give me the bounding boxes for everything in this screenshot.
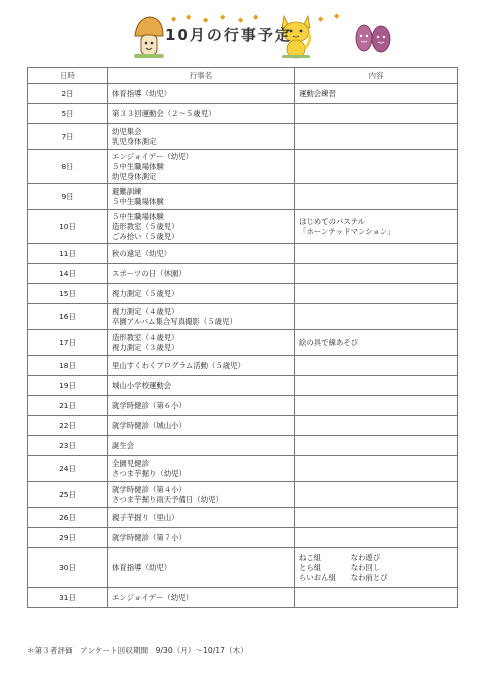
event-cell bbox=[108, 588, 295, 608]
table-row bbox=[28, 330, 458, 356]
table-row bbox=[28, 588, 458, 608]
detail-cell bbox=[295, 184, 458, 210]
event-cell bbox=[108, 376, 295, 396]
detail-column-header: 内容 bbox=[295, 68, 458, 84]
detail-line: はじめてのパステル bbox=[299, 216, 365, 226]
table-row bbox=[28, 184, 458, 210]
table-row bbox=[28, 528, 458, 548]
event-line: スポーツの日（休園） bbox=[112, 268, 186, 278]
detail-cell bbox=[295, 330, 458, 356]
detail-cell bbox=[295, 84, 458, 104]
event-column-header: 行事名 bbox=[108, 68, 295, 84]
detail-line: らいおん組 なわ前とび bbox=[299, 572, 388, 582]
detail-cell bbox=[295, 264, 458, 284]
event-line: ５中生職場体験 bbox=[112, 161, 164, 171]
table-row bbox=[28, 84, 458, 104]
leaf-icon: ◆ bbox=[318, 15, 324, 23]
page-title: 10月の行事予定 bbox=[165, 26, 292, 44]
event-line: 全園児健診 bbox=[112, 458, 149, 468]
event-cell bbox=[108, 184, 295, 210]
event-line: ５中生職場体験 bbox=[112, 211, 164, 221]
event-cell bbox=[108, 356, 295, 376]
event-line: 誕生会 bbox=[112, 440, 135, 450]
event-cell bbox=[108, 264, 295, 284]
event-line: 就学時健診（第７小） bbox=[112, 532, 186, 542]
detail-cell bbox=[295, 104, 458, 124]
leaf-icon: ◆ bbox=[238, 16, 244, 24]
table-row bbox=[28, 244, 458, 264]
detail-cell bbox=[295, 284, 458, 304]
leaf-icon: ◆ bbox=[203, 16, 209, 24]
date-cell: 7日 bbox=[28, 124, 108, 150]
event-cell bbox=[108, 84, 295, 104]
event-cell bbox=[108, 436, 295, 456]
event-cell bbox=[108, 330, 295, 356]
event-line: 親子芋掘り（里山） bbox=[112, 512, 179, 522]
detail-cell bbox=[295, 396, 458, 416]
event-line: 第３３回運動会（２～５歳児） bbox=[112, 108, 216, 118]
event-cell bbox=[108, 482, 295, 508]
date-cell: 26日 bbox=[28, 508, 108, 528]
event-line: 城山小学校運動会 bbox=[112, 380, 172, 390]
event-line: さつま芋掘り（幼児） bbox=[112, 468, 186, 478]
event-line: 幼児集会 bbox=[112, 126, 142, 136]
event-line: ごみ拾い（５歳児） bbox=[112, 231, 179, 241]
table-row bbox=[28, 416, 458, 436]
event-cell bbox=[108, 548, 295, 588]
event-cell bbox=[108, 124, 295, 150]
event-line: 体育指導（幼児） bbox=[112, 562, 172, 572]
date-cell: 11日 bbox=[28, 244, 108, 264]
table-row bbox=[28, 396, 458, 416]
event-cell bbox=[108, 508, 295, 528]
date-cell: 19日 bbox=[28, 376, 108, 396]
leaf-icon: ◆ bbox=[186, 13, 192, 21]
event-cell bbox=[108, 396, 295, 416]
leaf-icon: ◆ bbox=[171, 15, 177, 23]
detail-line: 「ホーンテッドマンション」 bbox=[299, 226, 395, 236]
event-line: 造形教室（４歳児） bbox=[112, 332, 179, 342]
date-cell: 10日 bbox=[28, 210, 108, 244]
detail-line: 絵の具で線あそび bbox=[299, 337, 359, 347]
table-row bbox=[28, 482, 458, 508]
event-cell bbox=[108, 244, 295, 264]
date-cell: 31日 bbox=[28, 588, 108, 608]
table-row bbox=[28, 264, 458, 284]
footnote: ＊第３者評価 アンケート回収期間 9/30（月）～10/17（木） bbox=[27, 646, 248, 655]
date-column-header: 日時 bbox=[28, 68, 108, 84]
event-line: 乳児身体測定 bbox=[112, 136, 157, 146]
table-row bbox=[28, 124, 458, 150]
detail-cell bbox=[295, 588, 458, 608]
date-cell: 30日 bbox=[28, 548, 108, 588]
event-line: 里山すくわくプログラム活動（５歳児） bbox=[112, 360, 245, 370]
page-header bbox=[0, 0, 480, 66]
detail-cell bbox=[295, 244, 458, 264]
event-line: 卒園アルバム集合写真撮影（５歳児） bbox=[112, 316, 237, 326]
event-cell bbox=[108, 104, 295, 124]
detail-line: 運動会練習 bbox=[299, 88, 336, 98]
event-line: 視力測定（５歳児） bbox=[112, 288, 179, 298]
date-cell: 2日 bbox=[28, 84, 108, 104]
event-line: 就学時健診（第６小） bbox=[112, 400, 186, 410]
date-cell: 5日 bbox=[28, 104, 108, 124]
table-header-row bbox=[28, 68, 458, 84]
detail-cell bbox=[295, 548, 458, 588]
table-row bbox=[28, 508, 458, 528]
leaf-icon: ◆ bbox=[220, 13, 226, 21]
detail-line: ねこ組 なわ遊び bbox=[299, 552, 381, 562]
leaf-icon: ◆ bbox=[253, 13, 259, 21]
event-line: 視力測定（３歳児） bbox=[112, 342, 179, 352]
table-row bbox=[28, 284, 458, 304]
date-cell: 24日 bbox=[28, 456, 108, 482]
date-cell: 18日 bbox=[28, 356, 108, 376]
detail-cell bbox=[295, 528, 458, 548]
event-cell bbox=[108, 150, 295, 184]
detail-cell bbox=[295, 508, 458, 528]
table-row bbox=[28, 356, 458, 376]
table-row bbox=[28, 304, 458, 330]
leaf-icon: ◆ bbox=[334, 12, 340, 20]
detail-cell bbox=[295, 456, 458, 482]
detail-cell bbox=[295, 304, 458, 330]
date-cell: 25日 bbox=[28, 482, 108, 508]
date-cell: 22日 bbox=[28, 416, 108, 436]
detail-cell bbox=[295, 210, 458, 244]
event-line: 幼児身体測定 bbox=[112, 171, 157, 181]
sweet-potato-characters-illustration bbox=[352, 20, 394, 56]
date-cell: 16日 bbox=[28, 304, 108, 330]
schedule-table bbox=[27, 67, 458, 608]
event-line: 視力測定（４歳児） bbox=[112, 306, 179, 316]
date-cell: 21日 bbox=[28, 396, 108, 416]
event-line: 避難訓練 bbox=[112, 186, 142, 196]
date-cell: 23日 bbox=[28, 436, 108, 456]
event-line: 造形教室（５歳児） bbox=[112, 221, 179, 231]
detail-cell bbox=[295, 436, 458, 456]
table-row bbox=[28, 456, 458, 482]
event-cell bbox=[108, 456, 295, 482]
date-cell: 9日 bbox=[28, 184, 108, 210]
event-line: 秋の遠足（幼児） bbox=[112, 248, 172, 258]
detail-line: とら組 なわ回し bbox=[299, 562, 381, 572]
date-cell: 17日 bbox=[28, 330, 108, 356]
table-row bbox=[28, 210, 458, 244]
detail-cell bbox=[295, 416, 458, 436]
event-cell bbox=[108, 416, 295, 436]
event-line: 体育指導（幼児） bbox=[112, 88, 172, 98]
detail-cell bbox=[295, 356, 458, 376]
date-cell: 15日 bbox=[28, 284, 108, 304]
mushroom-character-illustration bbox=[132, 14, 166, 60]
event-cell bbox=[108, 304, 295, 330]
event-cell bbox=[108, 528, 295, 548]
event-line: さつま芋掘り雨天予備日（幼児） bbox=[112, 494, 223, 504]
table-row bbox=[28, 436, 458, 456]
date-cell: 8日 bbox=[28, 150, 108, 184]
event-line: ５中生職場体験 bbox=[112, 196, 164, 206]
table-row bbox=[28, 376, 458, 396]
event-line: エンジョイデー（幼児） bbox=[112, 151, 193, 161]
table-row bbox=[28, 104, 458, 124]
event-cell bbox=[108, 210, 295, 244]
date-cell: 14日 bbox=[28, 264, 108, 284]
detail-cell bbox=[295, 124, 458, 150]
table-row bbox=[28, 548, 458, 588]
event-line: エンジョイデー（幼児） bbox=[112, 592, 193, 602]
event-line: 就学時健診（第４小） bbox=[112, 484, 186, 494]
event-cell bbox=[108, 284, 295, 304]
detail-cell bbox=[295, 482, 458, 508]
event-line: 就学時健診（城山小） bbox=[112, 420, 186, 430]
detail-cell bbox=[295, 150, 458, 184]
date-cell: 29日 bbox=[28, 528, 108, 548]
detail-cell bbox=[295, 376, 458, 396]
table-row bbox=[28, 150, 458, 184]
